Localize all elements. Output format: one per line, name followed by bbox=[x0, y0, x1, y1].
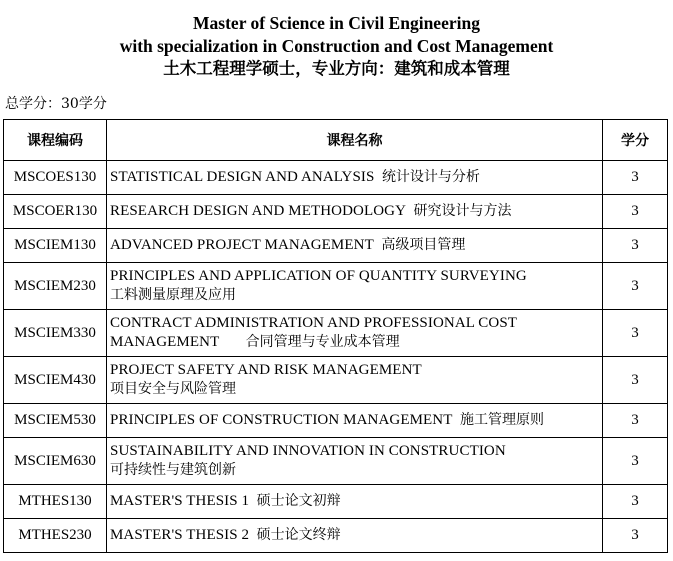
course-name bbox=[107, 161, 603, 195]
course-name bbox=[107, 357, 603, 404]
course-code: MSCIEM230 bbox=[4, 263, 107, 310]
course-name-cn: 统计设计与分析 bbox=[381, 169, 480, 185]
course-credit: 3 bbox=[603, 229, 668, 263]
course-code: MSCOER130 bbox=[4, 195, 107, 229]
course-name-cn: 合同管理与专业成本管理 bbox=[245, 334, 400, 350]
course-name-en: RESEARCH DESIGN AND METHODOLOGY bbox=[110, 203, 407, 219]
total-credits: 总学分：30学分 bbox=[5, 96, 107, 112]
course-code: MSCIEM430 bbox=[4, 357, 107, 404]
document-title bbox=[0, 12, 673, 80]
table-row bbox=[4, 438, 668, 485]
course-name-en: PROJECT SAFETY AND RISK MANAGEMENT bbox=[110, 362, 422, 378]
header-course-name: 课程名称 bbox=[107, 120, 603, 161]
course-name bbox=[107, 519, 603, 553]
table-row bbox=[4, 229, 668, 263]
table-row bbox=[4, 485, 668, 519]
title-english-line-1: Master of Science in Civil Engineering bbox=[193, 13, 480, 33]
course-code: MTHES230 bbox=[4, 519, 107, 553]
course-code: MSCIEM130 bbox=[4, 229, 107, 263]
table-header-row bbox=[4, 120, 668, 161]
course-credit: 3 bbox=[603, 404, 668, 438]
title-english-line-2: with specialization in Construction and Cost Management bbox=[119, 36, 554, 56]
course-name-en: STATISTICAL DESIGN AND ANALYSIS bbox=[110, 169, 375, 185]
course-credit: 3 bbox=[603, 485, 668, 519]
course-name bbox=[107, 438, 603, 485]
course-name-cn: 硕士论文终辩 bbox=[256, 527, 341, 543]
course-name-en-line-2: MANAGEMENT bbox=[110, 334, 220, 350]
course-name-en-line-1: CONTRACT ADMINISTRATION AND PROFESSIONAL COST bbox=[110, 315, 518, 331]
table-row bbox=[4, 404, 668, 438]
course-credit: 3 bbox=[603, 263, 668, 310]
course-name-en: MASTER'S THESIS 1 bbox=[110, 493, 250, 509]
course-name-cn: 研究设计与方法 bbox=[413, 203, 512, 219]
table-row bbox=[4, 357, 668, 404]
course-name-cn: 施工管理原则 bbox=[459, 412, 544, 428]
course-credit: 3 bbox=[603, 161, 668, 195]
header-credit: 学分 bbox=[603, 120, 668, 161]
course-code: MSCOES130 bbox=[4, 161, 107, 195]
course-table bbox=[3, 119, 668, 553]
title-chinese: 土木工程理学硕士，专业方向：建筑和成本管理 bbox=[163, 59, 510, 78]
table-row bbox=[4, 310, 668, 357]
course-code: MSCIEM630 bbox=[4, 438, 107, 485]
course-credit: 3 bbox=[603, 519, 668, 553]
course-name bbox=[107, 263, 603, 310]
course-name bbox=[107, 229, 603, 263]
course-name-en: ADVANCED PROJECT MANAGEMENT bbox=[110, 237, 374, 253]
course-credit: 3 bbox=[603, 195, 668, 229]
course-name-cn: 硕士论文初辩 bbox=[256, 493, 341, 509]
course-name-cn: 高级项目管理 bbox=[381, 237, 466, 253]
course-name-en: PRINCIPLES AND APPLICATION OF QUANTITY SURVEYING bbox=[110, 268, 527, 284]
table-row bbox=[4, 195, 668, 229]
course-name-en: SUSTAINABILITY AND INNOVATION IN CONSTRUCTION bbox=[110, 443, 506, 459]
course-code: MSCIEM330 bbox=[4, 310, 107, 357]
course-name-en: PRINCIPLES OF CONSTRUCTION MANAGEMENT bbox=[110, 412, 453, 428]
table-row bbox=[4, 263, 668, 310]
header-course-code: 课程编码 bbox=[4, 120, 107, 161]
table-row bbox=[4, 519, 668, 553]
course-code: MTHES130 bbox=[4, 485, 107, 519]
course-name-cn: 可持续性与建筑创新 bbox=[110, 462, 236, 478]
course-credit: 3 bbox=[603, 310, 668, 357]
course-name bbox=[107, 310, 603, 357]
course-name bbox=[107, 485, 603, 519]
table-row bbox=[4, 161, 668, 195]
course-code: MSCIEM530 bbox=[4, 404, 107, 438]
course-name bbox=[107, 404, 603, 438]
course-credit: 3 bbox=[603, 357, 668, 404]
course-name-cn: 项目安全与风险管理 bbox=[110, 381, 236, 397]
course-name-en: MASTER'S THESIS 2 bbox=[110, 527, 250, 543]
course-credit: 3 bbox=[603, 438, 668, 485]
course-name bbox=[107, 195, 603, 229]
course-name-cn: 工料测量原理及应用 bbox=[110, 287, 236, 303]
